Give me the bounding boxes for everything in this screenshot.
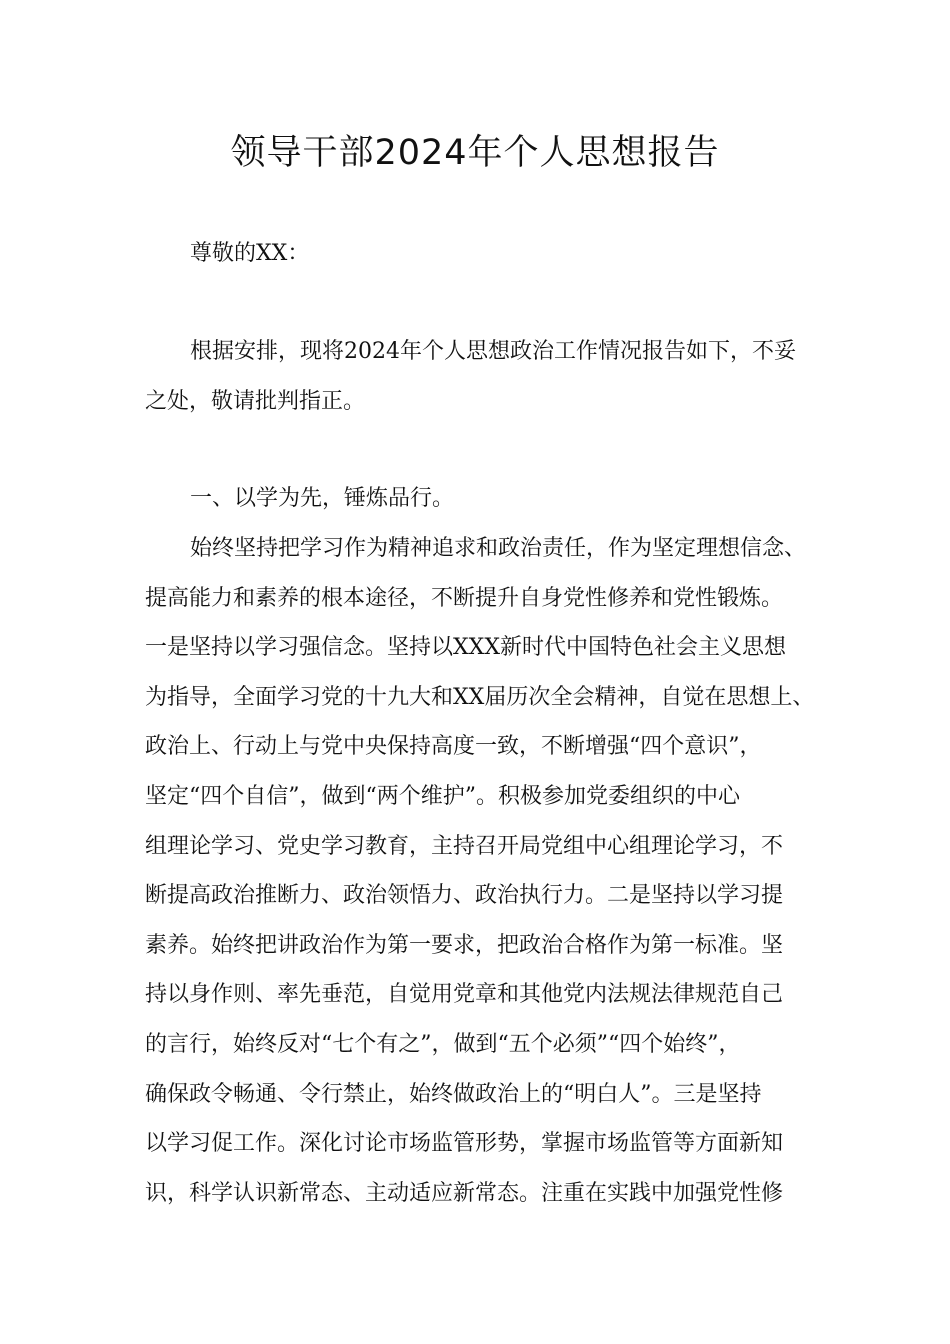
document-title: 领导干部2024年个人思想报告 — [230, 133, 720, 173]
body-line: 组理论学习、党史学习教育，主持召开局党组中心组理论学习，不 — [145, 833, 784, 859]
body-line: 识，科学认识新常态、主动适应新常态。注重在实践中加强党性修 — [145, 1180, 784, 1206]
body-line: 坚定“四个自信”，做到“两个维护”。积极参加党委组织的中心 — [145, 783, 740, 809]
body-line: 始终坚持把学习作为精神追求和政治责任，作为坚定理想信念、 — [190, 536, 807, 561]
body-line: 一是坚持以学习强信念。坚持以XXX新时代中国特色社会主义思想 — [145, 635, 786, 661]
body-line: 持以身作则、率先垂范，自觉用党章和其他党内法规法律规范自己 — [145, 982, 784, 1008]
body-line: 的言行，始终反对“七个有之”，做到“五个必须”“四个始终”， — [145, 1031, 741, 1057]
body-line: 为指导，全面学习党的十九大和XX届历次全会精神，自觉在思想上、 — [145, 684, 815, 710]
body-line: 以学习促工作。深化讨论市场监管形势，掌握市场监管等方面新知 — [145, 1131, 784, 1157]
body-line: 提高能力和素养的根本途径，不断提升自身党性修养和党性锻炼。 — [145, 585, 784, 611]
body-line: 确保政令畅通、令行禁止，始终做政治上的“明白人”。三是坚持 — [145, 1081, 762, 1107]
intro-line: 根据安排，现将2024年个人思想政治工作情况报告如下，不妥 — [190, 339, 796, 364]
section-heading: 一、以学为先，锤炼品行。 — [190, 486, 455, 511]
section-body — [145, 524, 825, 1218]
body-line: 政治上、行动上与党中央保持高度一致，不断增强“四个意识”， — [145, 734, 762, 760]
body-line: 素养。始终把讲政治作为第一要求，把政治合格作为第一标准。坚 — [145, 932, 784, 958]
intro-paragraph — [145, 327, 825, 426]
intro-line: 之处，敬请批判指正。 — [145, 388, 366, 414]
salutation: 尊敬的XX： — [190, 241, 310, 266]
body-line: 断提高政治推断力、政治领悟力、政治执行力。二是坚持以学习提 — [145, 883, 784, 909]
